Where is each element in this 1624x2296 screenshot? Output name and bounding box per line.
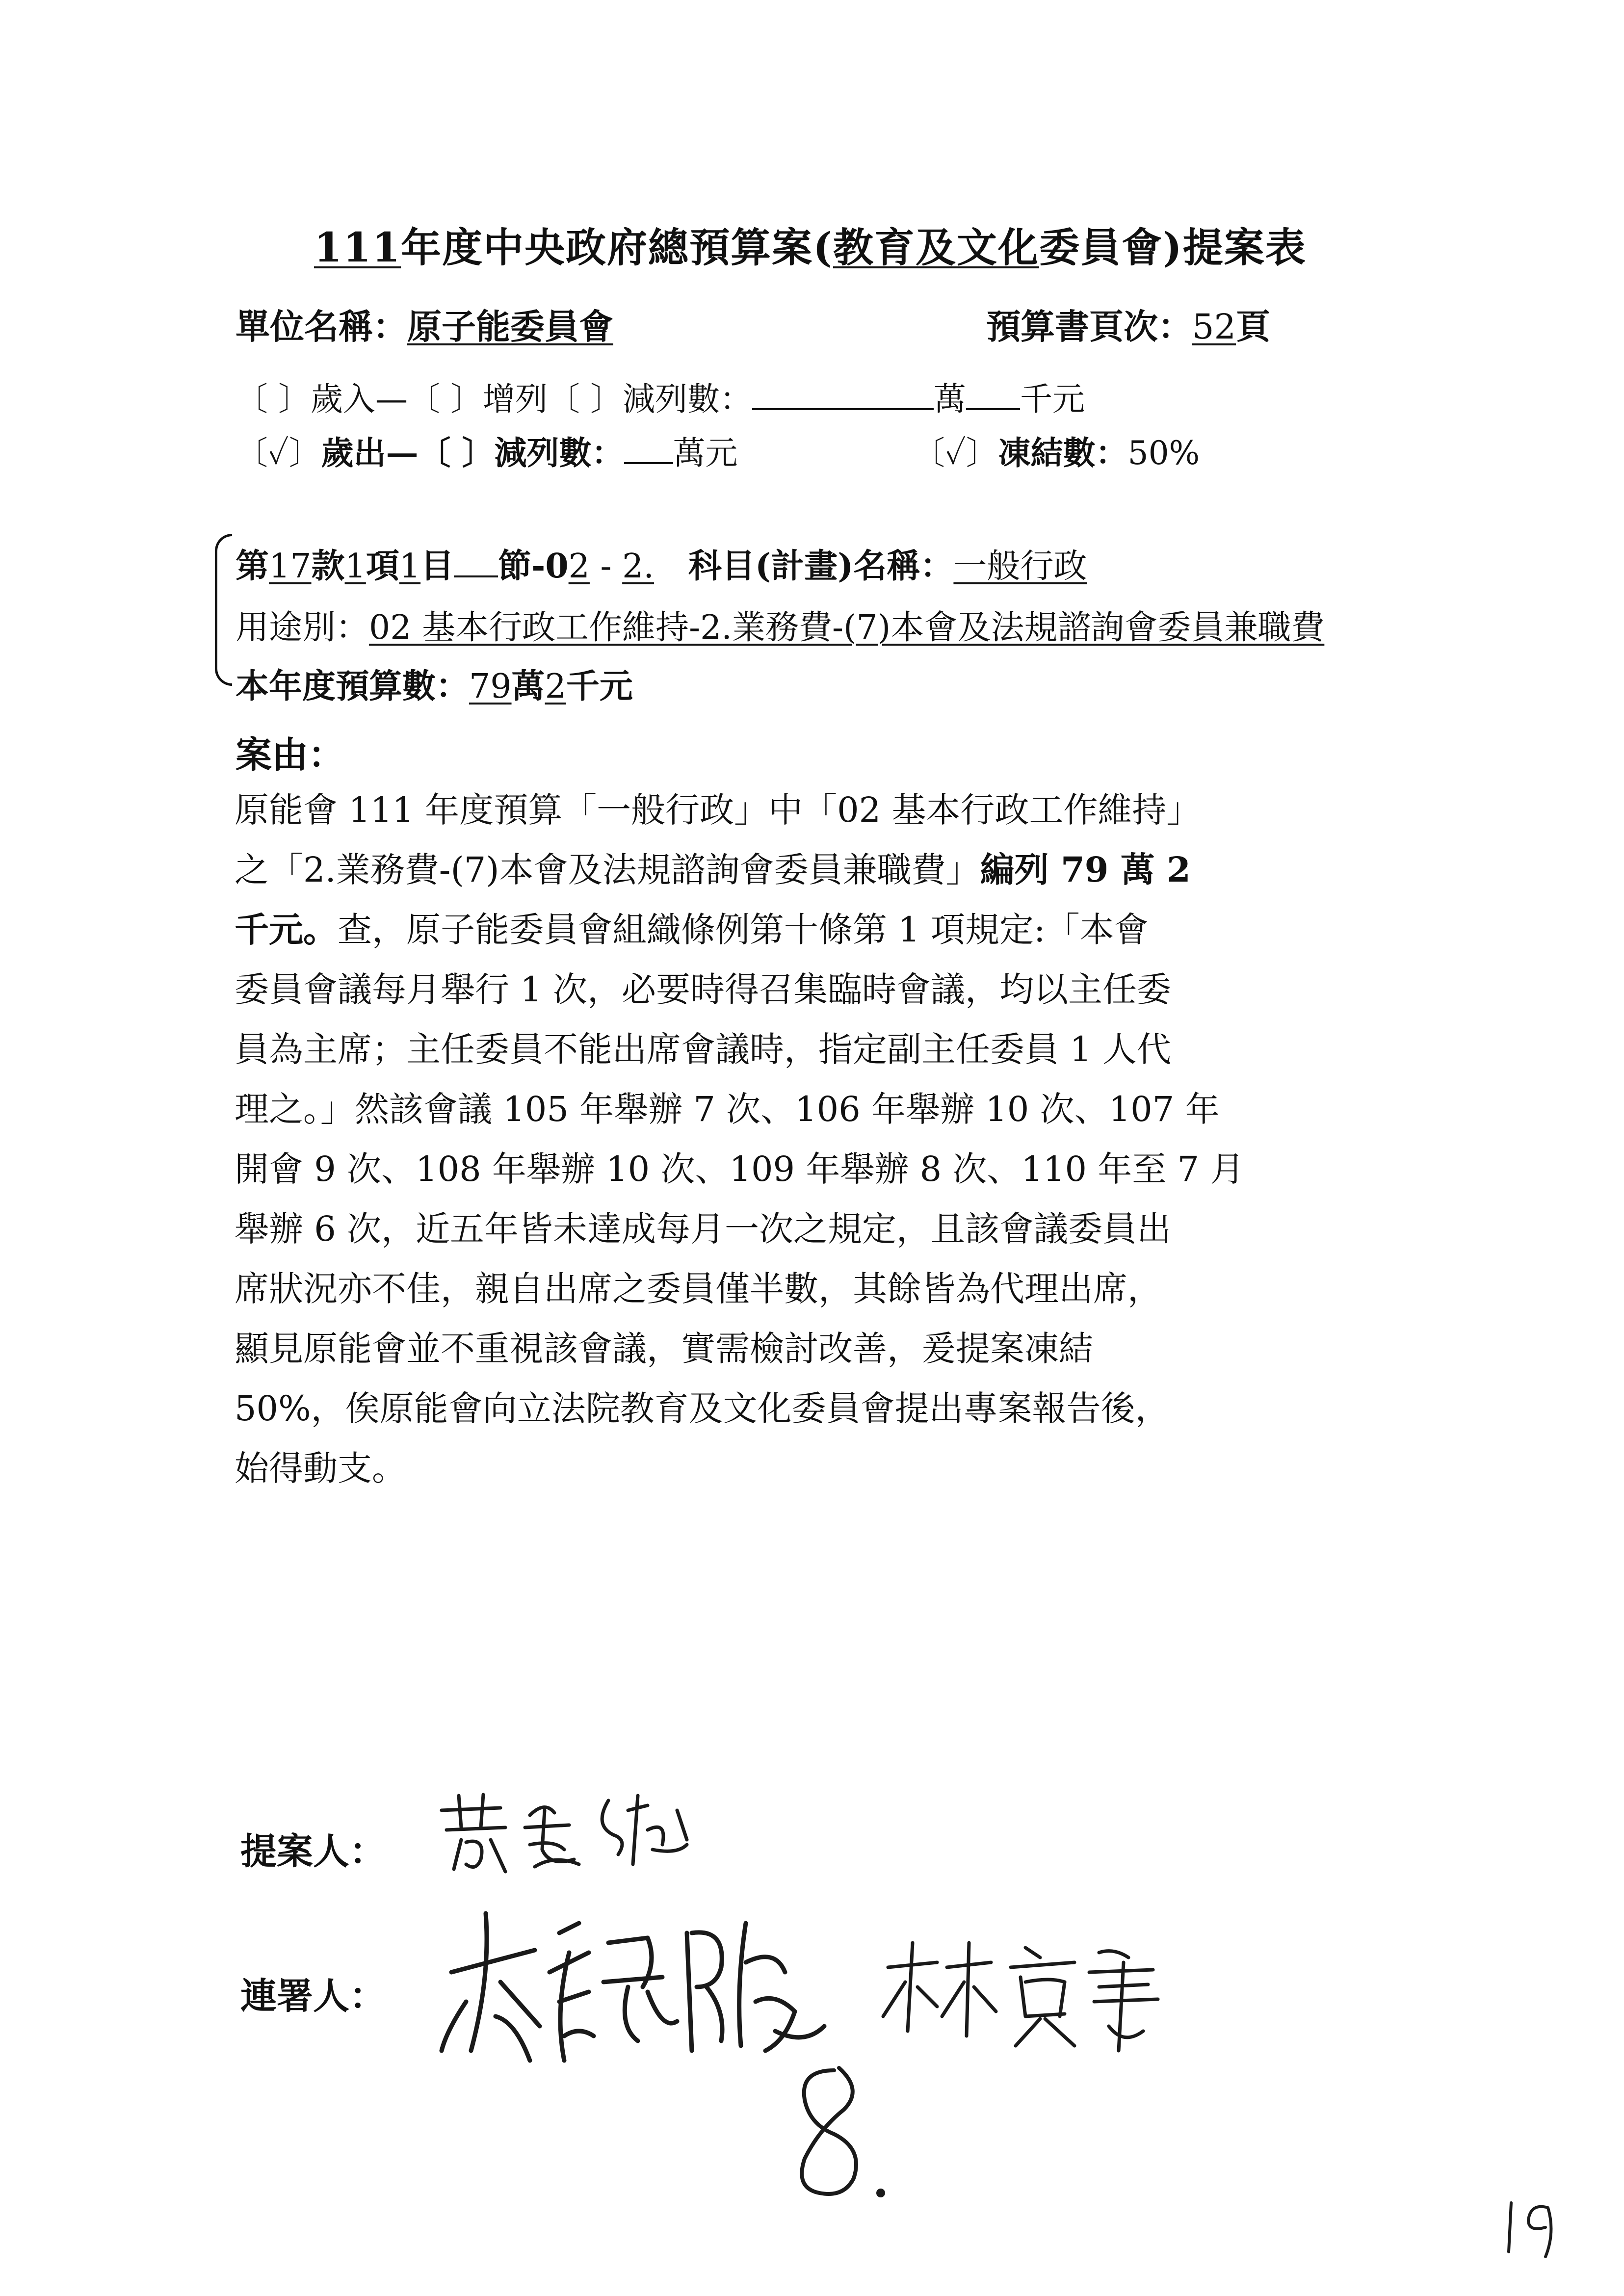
revenue-line: 〔 〕歲入—〔 〕增列〔 〕減列數： 萬 千元 xyxy=(236,380,1085,418)
freeze-checkbox: 〔✓〕 xyxy=(913,434,998,472)
reason-line: 委員會議每月舉行 1 次，必要時得召集臨時會議，均以主任委 xyxy=(235,969,1172,1010)
expense-line: 〔✓〕歲出—〔 〕減列數： 萬元 xyxy=(236,434,738,472)
freeze-line: 〔✓〕凍結數：50% xyxy=(913,434,1200,472)
reason-line: 員為主席；主任委員不能出席會議時，指定副主任委員 1 人代 xyxy=(235,1029,1172,1070)
cosigner-label: 連署人： xyxy=(240,1975,386,2017)
budget-page-row: 預算書頁次：52頁 xyxy=(986,306,1271,347)
page-number xyxy=(1501,2193,1560,2262)
unit-name-value: 原子能委員會 xyxy=(407,306,613,347)
reason-line: 理之。」然該會議 105 年舉辦 7 次、106 年舉辦 10 次、107 年 xyxy=(235,1089,1220,1129)
budget-page-value: 52 xyxy=(1192,307,1236,347)
budget-amount-row: 本年度預算數：79萬2千元 xyxy=(236,667,633,706)
reason-line: 舉辦 6 次，近五年皆未達成每月一次之規定，且該會議委員出 xyxy=(235,1209,1172,1249)
page-title: 111年度中央政府總預算案(教育及文化委員會)提案表 xyxy=(314,224,1307,271)
reason-line: 原能會 111 年度預算「一般行政」中「02 基本行政工作維持」 xyxy=(235,790,1201,830)
reason-line: 顯見原能會並不重視該會議，實需檢討改善，爰提案凍結 xyxy=(235,1329,1093,1369)
handwritten-number xyxy=(770,2051,898,2208)
revenue-blank-qian xyxy=(966,406,1020,410)
proposer-signature xyxy=(432,1781,707,1879)
unit-name-row: 單位名稱：原子能委員會 xyxy=(236,306,613,347)
reason-line: 50%，俟原能會向立法院教育及文化委員會提出專案報告後， xyxy=(235,1388,1170,1429)
jie-blank xyxy=(454,574,498,577)
usage-row: 用途別：02 基本行政工作維持-2.業務費-(7)本會及法規諮詢會委員兼職費 xyxy=(236,608,1325,647)
subject-value: 一般行政 xyxy=(953,547,1087,586)
freeze-value: 50% xyxy=(1127,434,1200,472)
item-code-row: 第17款1項1目 節-02 - 2. 科目(計畫)名稱：一般行政 xyxy=(236,547,1087,586)
item-bracket xyxy=(215,534,232,686)
expense-blank-wan xyxy=(624,460,673,464)
cosigner-signature-2 xyxy=(878,1933,1182,2061)
proposer-label: 提案人： xyxy=(240,1830,386,1873)
revenue-blank-wan xyxy=(752,406,934,410)
title-year: 111 xyxy=(314,224,401,271)
reason-line: 席狀況亦不佳，親自出席之委員僅半數，其餘皆為代理出席， xyxy=(235,1269,1162,1309)
reason-label: 案由： xyxy=(236,734,344,776)
reason-line: 千元。查，原子能委員會組織條例第十條第 1 項規定:「本會 xyxy=(235,909,1149,950)
reason-line: 之「2.業務費-(7)本會及法規諮詢會委員兼職費」編列 79 萬 2 xyxy=(235,849,1191,890)
usage-value: 02 基本行政工作維持-2.業務費-(7)本會及法規諮詢會委員兼職費 xyxy=(369,608,1325,647)
reason-body xyxy=(235,780,1451,1498)
expense-checkbox: 〔✓〕 xyxy=(236,434,321,472)
reason-line: 開會 9 次、108 年舉辦 10 次、109 年舉辦 8 次、110 年至 7 月 xyxy=(235,1149,1245,1189)
reason-line: 始得動支。 xyxy=(235,1448,406,1488)
title-committee: 教育及文化 xyxy=(833,224,1039,271)
